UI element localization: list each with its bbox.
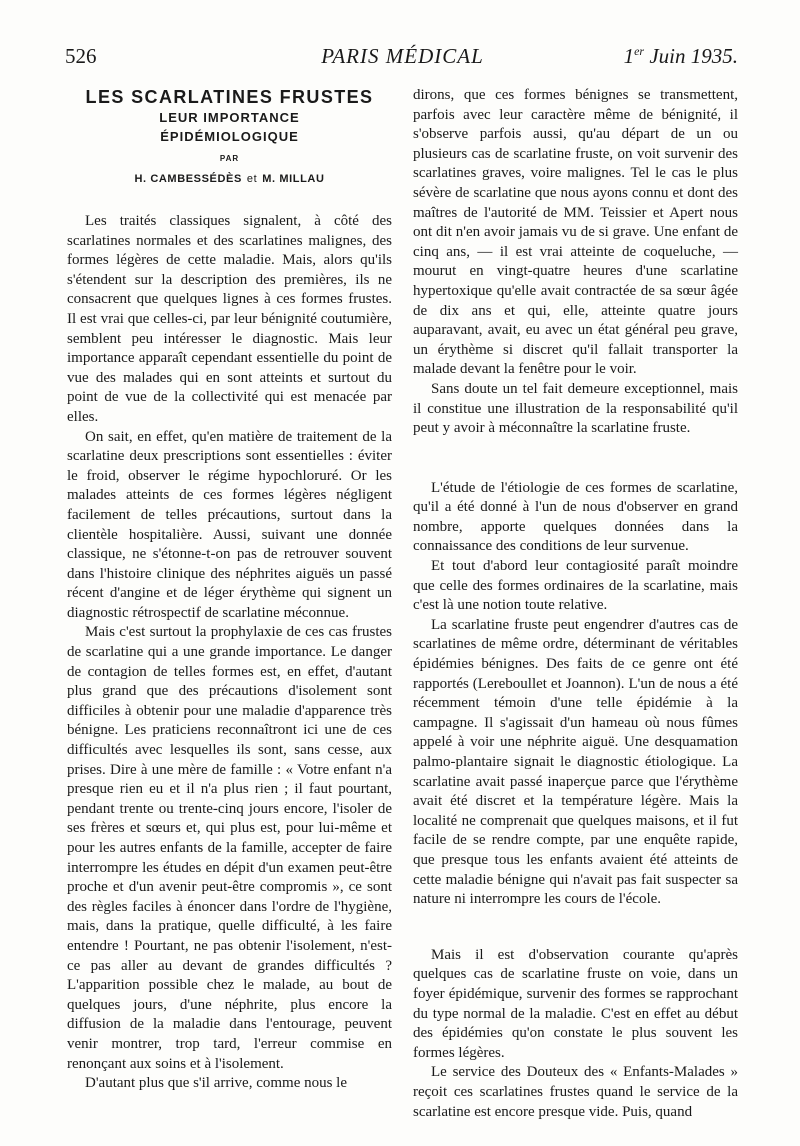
journal-title: PARIS MÉDICAL [321,44,484,68]
running-header [65,44,740,74]
issue-date [624,44,738,69]
paragraph: Mais il est d'observation courante qu'après quelques cas de scarlatine fruste on voie, dans un foyer épidémique, survenir des formes se rapprochant du type normal de la maladie. C'est en effet au début des épidémies qu'on constate le plus souvent les formes légères. [413,946,738,1061]
article-body-left [67,212,392,1094]
section-break [413,439,738,479]
paragraph: Le service des Douteux des « Enfants-Malades » reçoit ces scarlatines frustes quand le service de la scarlatine est encore presque vide. Puis, quand [413,1064,738,1120]
paragraph: D'autant plus que s'il arrive, comme nous le [85,1075,348,1092]
author-2: M. MILLAU [262,173,325,185]
author-conjunction: et [246,173,258,185]
right-column [413,86,738,1122]
paragraph: L'étude de l'étiologie de ces formes de scarlatine, qu'il a été donné à l'un de nous d'observer en grand nombre, apporte quelques données dans la connaissance des conditions de leur survenue. [413,479,738,555]
date-rest: Juin 1935. [649,44,738,68]
paragraph: La scarlatine fruste peut engendrer d'autres cas de scarlatines de même ordre, déterminant de véritables épidémies bénignes. Des faits de ce genre ont été rapportés (Lereboullet et Joannon). L'un de nous a été récemment témoin d'une telle épidémie à la campagne. Il s'agissait d'un hameau où nous fûmes appelé à voir une néphrite aiguë. Une desquamation palmo-plantaire signait le diagnostic étiologique. La scarlatine avait passé inaperçue parce que l'érythème avait été discret et la température légère. Mais la localité ne comprenait que quelques maisons, et il fut facile de se rendre compte, par une enquête rapide, que presque tous les enfants avaient été atteints de cette maladie bénigne qui n'avait pas fait suspecter sa nature ni interrompre les cours de l'école. [413,616,738,908]
page-number: 526 [65,44,97,68]
paragraph: Mais c'est surtout la prophylaxie de ces cas frustes de scarlatine qui a une grande importance. Le danger de contagion de telles formes est, en effet, d'autant plus grand que des précautions d'isolement sont difficiles à obtenir pour une maladie d'apparence très bénigne. Les praticiens reconnaîtront ici une de ces difficultés avec lesquelles ils sont, sans cesse, aux prises. Dire à une mère de famille : « Votre enfant n'a presque rien eu et il n'a plus rien ; il faut pourtant, pendant trente ou trente-cinq jours encore, l'isoler de ses frères et sœurs et, qui plus est, pour lui-même et pour les autres enfants de la famille, accepter de faire interrompre les études en dépit d'un examen peut-être proche et d'un avenir peut-être compromis », ce sont des règles faciles à énoncer dans l'ordre de l'hygiène, mais, dans la pratique, quelle difficulté, à les faire entendre ! Pourtant, ne pas obtenir l'isolement, n'est-ce pas aller au devant de grandes difficultés ? L'apparition possible chez le malade, au bout de quelques jours, d'une néphrite, plus encore la diffusion de la maladie dans l'entourage, peuvent venir montrer, trop tard, l'erreur commise en renonçant aux soins et à l'isolement. [67,624,392,1072]
article-subtitle-line2: ÉPIDÉMIOLOGIQUE [160,129,299,144]
byline-par: PAR [219,154,240,163]
paragraph: Les traités classiques signalent, à côté des scarlatines normales et des scarlatines malignes, des formes légères de cette maladie. Mais, alors qu'ils s'étendent sur la description des premières, ils ne consacrent que quelques lignes à ces formes frustes. Il est vrai que celles-ci, par leur bénignité coutumière, semblent peu intéresser le diagnostic. Mais leur importance apparaît cependant essentielle du point de vue des malades qui en sont atteints et surtout du point de vue de la collectivité qui est menacée par elles. [67,213,392,425]
date-ordinal: er [634,44,645,58]
paragraph: Et tout d'abord leur contagiosité paraît moindre que celle des formes ordinaires de la scarlatine, mais c'est là une notion toute relative. [413,558,738,614]
left-column [67,86,392,1094]
authors-line [67,172,392,186]
paragraph-continued: dirons, que ces formes bénignes se transmettent, parfois avec leur caractère même de bénignité, il s'observe parfois aussi, qu'au départ de un ou plusieurs cas de scarlatine fruste, on voit survenir des scarlatines graves, voire malignes. Tel le cas le plus sévère de scarlatine que nous ayons connu et dont des maîtres de l'autorité de MM. Teissier et Apert nous ont dit n'en avoir jamais vu de si grave. Une enfant de cinq ans, — il est vrai atteinte de coqueluche, — mourut en vingt-quatre heures d'une scarlatine hypertoxique qu'elle avait contractée de sa sœur âgée de dix ans et qui, elle, atteinte quatre jours auparavant, avait, eu avec un état général peu grave, un érythème si discret qu'il fallait transporter la malade devant la fenêtre pour le voir. [413,87,738,378]
paragraph: Sans doute un tel fait demeure exceptionnel, mais il constitue une illustration de la responsabilité qu'il peut y avoir à méconnaître la scarlatine fruste. [413,380,738,437]
author-1: H. CAMBESSÉDÈS [134,173,242,185]
section-break [413,910,738,946]
date-day: 1 [623,44,635,68]
article-subtitle-line1: LEUR IMPORTANCE [159,110,300,125]
paragraph: On sait, en effet, qu'en matière de traitement de la scarlatine deux prescriptions sont essentielles : éviter le froid, observer le régime hypochloruré. Or les malades atteints de ces formes légères négligent facilement de telles précautions, surtout dans la clientèle hospitalière. Aussi, suivant une donnée classique, ne s'étonne-t-on pas de retrouver souvent dans l'histoire clinique des néphrites aiguës un passé récent d'angine et de léger érythème qui signent un diagnostic rétrospectif de scarlatine méconnue. [67,428,392,621]
article-title: LES SCARLATINES FRUSTES [85,87,374,107]
